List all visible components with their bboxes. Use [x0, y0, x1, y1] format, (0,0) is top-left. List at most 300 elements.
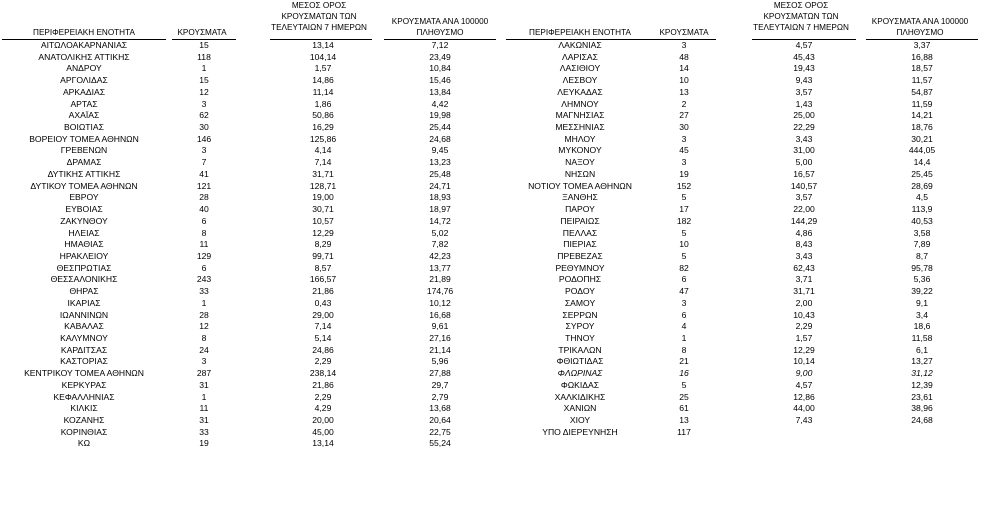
region-cell: ΡΟΔΟΠΗΣ [558, 274, 602, 285]
avg7-cell: 104,14 [309, 51, 337, 62]
table-row [0, 345, 500, 357]
per100k-cell: 16,68 [429, 309, 451, 320]
cases-cell: 5 [681, 192, 687, 203]
table-row [500, 63, 985, 75]
region-cell: ΝΑΞΟΥ [565, 157, 595, 168]
cases-cell: 21 [679, 356, 689, 367]
per100k-cell: 95,78 [911, 262, 933, 273]
rows-left [0, 40, 500, 450]
per100k-cell: 4,5 [916, 192, 928, 203]
per100k-cell: 18,6 [913, 321, 931, 332]
cases-cell: 30 [679, 122, 689, 133]
table-row [500, 368, 985, 380]
table-row [0, 286, 500, 298]
cases-cell: 8 [681, 344, 687, 355]
per100k-cell: 3,37 [913, 40, 931, 50]
avg7-cell: 21,86 [312, 286, 334, 297]
per100k-cell: 31,12 [911, 368, 933, 379]
avg7-cell: 45,43 [793, 51, 815, 62]
region-cell: ΑΡΚΑΔΙΑΣ [62, 86, 106, 97]
cases-cell: 31 [199, 379, 209, 390]
avg7-cell: 3,43 [795, 133, 813, 144]
avg7-cell: 238,14 [309, 368, 337, 379]
cases-cell: 13 [679, 415, 689, 425]
per100k-cell: 14,72 [429, 215, 451, 226]
per100k-cell: 55,24 [429, 438, 451, 449]
cases-cell: 31 [199, 415, 209, 425]
region-cell: ΝΟΤΙΟΥ ΤΟΜΕΑ ΑΘΗΝΩΝ [528, 180, 632, 191]
cases-cell: 17 [679, 204, 689, 215]
cases-cell: 11 [199, 403, 209, 414]
table-row [500, 192, 985, 204]
table-row [500, 87, 985, 99]
per100k-cell: 14,21 [911, 110, 933, 121]
table-row [500, 75, 985, 87]
region-cell: ΔΥΤΙΚΗΣ ΑΤΤΙΚΗΣ [47, 168, 121, 179]
cases-cell: 3 [681, 133, 687, 144]
table-row [0, 310, 500, 322]
cases-cell: 61 [679, 403, 689, 414]
per100k-cell: 5,02 [431, 227, 449, 238]
avg7-cell: 99,71 [312, 250, 334, 261]
region-cell: ΑΝΑΤΟΛΙΚΗΣ ΑΤΤΙΚΗΣ [38, 51, 130, 62]
table-row [0, 134, 500, 146]
region-cell: ΑΡΤΑΣ [70, 98, 98, 109]
avg7-cell: 31,00 [793, 145, 815, 156]
avg7-cell: 19,00 [312, 192, 334, 203]
region-cell: ΠΑΡΟΥ [565, 204, 595, 215]
per100k-cell: 18,93 [429, 192, 451, 203]
cases-cell: 27 [679, 110, 689, 121]
cases-cell: 11 [199, 239, 209, 250]
per100k-cell: 23,49 [429, 51, 451, 62]
per100k-cell: 13,77 [429, 262, 451, 273]
region-cell: ΘΗΡΑΣ [69, 286, 99, 297]
per100k-cell: 9,61 [431, 321, 449, 332]
cases-cell: 12 [199, 321, 209, 332]
avg7-cell: 140,57 [790, 180, 818, 191]
per100k-cell: 18,76 [911, 122, 933, 133]
avg7-cell: 5,14 [314, 332, 332, 343]
region-cell: ΦΘΙΩΤΙΔΑΣ [556, 356, 604, 367]
cases-cell: 15 [199, 75, 209, 86]
header-region: ΠΕΡΙΦΕΡΕΙΑΚΗ ΕΝΟΤΗΤΑ [529, 28, 631, 37]
per100k-cell: 12,39 [911, 379, 933, 390]
region-cell: ΒΟΙΩΤΙΑΣ [64, 122, 104, 133]
region-cell: ΛΕΥΚΑΔΑΣ [557, 86, 603, 97]
per100k-cell: 11,57 [911, 75, 933, 86]
per100k-cell: 27,88 [429, 368, 451, 379]
cases-cell: 19 [679, 168, 689, 179]
cases-cell: 5 [681, 379, 687, 390]
per100k-cell: 13,84 [429, 86, 451, 97]
table-row [0, 52, 500, 64]
per100k-cell: 40,53 [911, 215, 933, 226]
header-region: ΠΕΡΙΦΕΡΕΙΑΚΗ ΕΝΟΤΗΤΑ [33, 28, 135, 37]
header-avg7: ΜΕΣΟΣ ΟΡΟΣ ΚΡΟΥΣΜΑΤΩΝ ΤΩΝ ΤΕΛΕΥΤΑΙΩΝ 7 ΗΜΕΡΩΝ [753, 1, 849, 32]
avg7-cell: 3,43 [795, 250, 813, 261]
region-cell: ΚΕΡΚΥΡΑΣ [61, 379, 107, 390]
table-row [500, 392, 985, 404]
cases-cell: 16 [679, 368, 689, 379]
avg7-cell: 9,43 [795, 75, 813, 86]
per100k-cell: 25,48 [429, 168, 451, 179]
region-cell: ΤΡΙΚΑΛΩΝ [558, 344, 602, 355]
avg7-cell: 7,14 [314, 157, 332, 168]
avg7-cell: 14,86 [312, 75, 334, 86]
avg7-cell: 2,29 [314, 356, 332, 367]
avg7-cell: 29,00 [312, 309, 334, 320]
header-avg7: ΜΕΣΟΣ ΟΡΟΣ ΚΡΟΥΣΜΑΤΩΝ ΤΩΝ ΤΕΛΕΥΤΑΙΩΝ 7 ΗΜΕΡΩΝ [271, 1, 367, 32]
table-row [0, 110, 500, 122]
per100k-cell: 54,87 [911, 86, 933, 97]
cases-cell: 243 [196, 274, 212, 285]
per100k-cell: 13,68 [429, 403, 451, 414]
per100k-cell: 9,1 [916, 297, 928, 308]
region-cell: ΣΥΡΟΥ [565, 321, 595, 332]
avg7-cell: 45,00 [312, 426, 334, 437]
table-row [500, 415, 985, 427]
avg7-cell: 30,71 [312, 204, 334, 215]
region-cell: ΜΑΓΝΗΣΙΑΣ [555, 110, 605, 121]
avg7-cell: 166,57 [309, 274, 337, 285]
region-cell: ΑΙΤΩΛΟΑΚΑΡΝΑΝΙΑΣ [40, 40, 128, 50]
table-row [0, 87, 500, 99]
header-per100k: ΚΡΟΥΣΜΑΤΑ ΑΝΑ 100000 ΠΛΗΘΥΣΜΟ [391, 17, 489, 37]
avg7-cell: 31,71 [312, 168, 334, 179]
table-row [0, 63, 500, 75]
region-cell: ΒΟΡΕΙΟΥ ΤΟΜΕΑ ΑΘΗΝΩΝ [29, 133, 139, 144]
per100k-cell: 2,79 [431, 391, 449, 402]
avg7-cell: 21,86 [312, 379, 334, 390]
region-cell: ΠΕΛΛΑΣ [562, 227, 598, 238]
cases-cell: 129 [196, 250, 212, 261]
header-cases: ΚΡΟΥΣΜΑΤΑ [177, 28, 227, 37]
per100k-cell: 42,23 [429, 250, 451, 261]
cases-cell: 24 [199, 344, 209, 355]
avg7-cell: 3,57 [795, 86, 813, 97]
region-cell: ΜΥΚΟΝΟΥ [558, 145, 602, 156]
table-row [0, 40, 500, 52]
per100k-cell: 18,97 [429, 204, 451, 215]
region-cell: ΔΡΑΜΑΣ [66, 157, 102, 168]
avg7-cell: 1,86 [314, 98, 332, 109]
avg7-cell: 7,43 [795, 415, 813, 425]
per100k-cell: 21,89 [429, 274, 451, 285]
table-row [500, 310, 985, 322]
region-cell: ΖΑΚΥΝΘΟΥ [60, 215, 108, 226]
per100k-cell: 38,96 [911, 403, 933, 414]
table-row [0, 427, 500, 439]
region-cell: ΘΕΣΠΡΩΤΙΑΣ [56, 262, 112, 273]
region-cell: ΡΕΘΥΜΝΟΥ [555, 262, 605, 273]
per100k-cell: 4,42 [431, 98, 449, 109]
region-cell: ΚΟΡΙΝΘΙΑΣ [60, 426, 108, 437]
cases-cell: 3 [201, 98, 207, 109]
table-row [500, 333, 985, 345]
region-cell: ΚΑΛΥΜΝΟΥ [60, 332, 108, 343]
region-cell: ΚΙΛΚΙΣ [70, 403, 98, 414]
table-row [0, 392, 500, 404]
region-cell: ΓΡΕΒΕΝΩΝ [60, 145, 108, 156]
avg7-cell: 44,00 [793, 403, 815, 414]
region-cell: ΚΩ [77, 438, 91, 449]
per100k-cell: 24,68 [429, 133, 451, 144]
per100k-cell: 113,9 [911, 204, 933, 215]
cases-cell: 45 [679, 145, 689, 156]
per100k-cell: 8,7 [916, 250, 928, 261]
cases-cell: 3 [681, 40, 687, 50]
avg7-cell: 31,71 [793, 286, 815, 297]
cases-cell: 15 [199, 40, 209, 50]
cases-cell: 62 [199, 110, 209, 121]
cases-cell: 19 [199, 438, 209, 449]
region-cell: ΚΑΡΔΙΤΣΑΣ [60, 344, 108, 355]
per100k-cell: 7,12 [431, 40, 449, 50]
avg7-cell: 1,57 [314, 63, 332, 74]
table-row [0, 239, 500, 251]
table-row [500, 216, 985, 228]
region-cell: ΜΗΛΟΥ [564, 133, 596, 144]
per100k-cell: 13,27 [911, 356, 933, 367]
table-row [500, 110, 985, 122]
region-cell: ΚΑΣΤΟΡΙΑΣ [60, 356, 108, 367]
region-cell: ΝΗΣΩΝ [564, 168, 596, 179]
avg7-cell: 125,86 [309, 133, 337, 144]
cases-cell: 40 [199, 204, 209, 215]
table-row [500, 263, 985, 275]
table-row [500, 204, 985, 216]
cases-cell: 10 [679, 239, 689, 250]
cases-cell: 28 [199, 192, 209, 203]
avg7-cell: 2,29 [314, 391, 332, 402]
region-cell: ΠΡΕΒΕΖΑΣ [557, 250, 603, 261]
region-cell: ΙΚΑΡΙΑΣ [67, 297, 101, 308]
avg7-cell: 8,43 [795, 239, 813, 250]
cases-cell: 2 [681, 98, 687, 109]
cases-cell: 47 [679, 286, 689, 297]
avg7-cell: 4,14 [314, 145, 332, 156]
table-row [500, 99, 985, 111]
rows-right [500, 40, 985, 438]
avg7-cell: 19,43 [793, 63, 815, 74]
avg7-cell: 2,29 [795, 321, 813, 332]
cases-cell: 5 [681, 250, 687, 261]
per100k-cell: 21,14 [429, 344, 451, 355]
region-cell: ΛΗΜΝΟΥ [561, 98, 599, 109]
per100k-cell: 28,69 [911, 180, 933, 191]
table-row [500, 427, 985, 439]
table-row [0, 356, 500, 368]
avg7-cell: 10,14 [793, 356, 815, 367]
avg7-cell: 5,00 [795, 157, 813, 168]
per100k-cell: 13,23 [429, 157, 451, 168]
cases-cell: 5 [681, 227, 687, 238]
region-cell: ΣΑΜΟΥ [564, 297, 596, 308]
header-cases: ΚΡΟΥΣΜΑΤΑ [659, 28, 709, 37]
region-cell: ΗΡΑΚΛΕΙΟΥ [59, 250, 109, 261]
table-row [0, 145, 500, 157]
avg7-cell: 9,00 [795, 368, 813, 379]
cases-cell: 41 [199, 168, 209, 179]
per100k-cell: 15,46 [429, 75, 451, 86]
per100k-cell: 25,45 [911, 168, 933, 179]
avg7-cell: 16,57 [793, 168, 815, 179]
per100k-cell: 11,58 [911, 332, 933, 343]
cases-cell: 6 [681, 309, 687, 320]
per100k-cell: 14,4 [913, 157, 931, 168]
avg7-cell: 20,00 [312, 415, 334, 425]
header-per100k: ΚΡΟΥΣΜΑΤΑ ΑΝΑ 100000 ΠΛΗΘΥΣΜΟ [871, 17, 969, 37]
region-cell: ΔΥΤΙΚΟΥ ΤΟΜΕΑ ΑΘΗΝΩΝ [30, 180, 138, 191]
cases-cell: 25 [679, 391, 689, 402]
table-row [0, 333, 500, 345]
table-row [0, 321, 500, 333]
per100k-cell: 6,1 [916, 344, 928, 355]
table-row [0, 403, 500, 415]
per100k-cell: 18,57 [911, 63, 933, 74]
avg7-cell: 3,71 [795, 274, 813, 285]
per100k-cell: 16,88 [911, 51, 933, 62]
per100k-cell: 11,59 [911, 98, 933, 109]
region-cell: ΚΑΒΑΛΑΣ [64, 321, 104, 332]
cases-cell: 30 [199, 122, 209, 133]
avg7-cell: 16,29 [312, 122, 334, 133]
per100k-cell: 25,44 [429, 122, 451, 133]
table-row [500, 228, 985, 240]
per100k-cell: 39,22 [911, 286, 933, 297]
table-row [500, 321, 985, 333]
region-cell: ΗΛΕΙΑΣ [68, 227, 100, 238]
table-row [500, 145, 985, 157]
cases-cell: 48 [679, 51, 689, 62]
per100k-cell: 27,16 [429, 332, 451, 343]
cases-cell: 4 [681, 321, 687, 332]
avg7-cell: 11,14 [312, 86, 334, 97]
region-cell: ΘΕΣΣΑΛΟΝΙΚΗΣ [50, 274, 118, 285]
per100k-cell: 24,71 [429, 180, 451, 191]
cases-cell: 14 [679, 63, 689, 74]
cases-cell: 3 [201, 145, 207, 156]
per100k-cell: 19,98 [429, 110, 451, 121]
cases-cell: 12 [199, 86, 209, 97]
cases-cell: 6 [681, 274, 687, 285]
region-cell: ΤΗΝΟΥ [565, 332, 595, 343]
cases-cell: 13 [679, 86, 689, 97]
region-cell: ΦΩΚΙΔΑΣ [560, 379, 600, 390]
per100k-cell: 9,45 [431, 145, 449, 156]
cases-cell: 6 [201, 215, 207, 226]
avg7-cell: 22,00 [793, 204, 815, 215]
region-cell: ΧΑΝΙΩΝ [563, 403, 597, 414]
table-row [0, 368, 500, 380]
table-row [0, 204, 500, 216]
table-row [0, 380, 500, 392]
cases-cell: 118 [197, 51, 211, 62]
cases-cell: 6 [201, 262, 207, 273]
avg7-cell: 128,71 [309, 180, 337, 191]
cases-cell: 82 [679, 262, 689, 273]
avg7-cell: 12,86 [793, 391, 815, 402]
table-row [0, 415, 500, 427]
cases-cell: 117 [677, 426, 691, 437]
region-cell: ΕΒΡΟΥ [69, 192, 99, 203]
table-row [0, 157, 500, 169]
region-cell: ΦΛΩΡΙΝΑΣ [557, 368, 603, 379]
region-cell: ΠΕΙΡΑΙΩΣ [560, 215, 600, 226]
cases-cell: 1 [681, 332, 687, 343]
avg7-cell: 62,43 [793, 262, 815, 273]
cases-cell: 10 [679, 75, 689, 86]
avg7-cell: 25,00 [793, 110, 815, 121]
table-row [0, 99, 500, 111]
avg7-cell: 12,29 [793, 344, 815, 355]
cases-cell: 146 [196, 133, 212, 144]
avg7-cell: 7,14 [314, 321, 332, 332]
cases-cell: 152 [676, 180, 692, 191]
cases-cell: 28 [199, 309, 209, 320]
table-row [500, 286, 985, 298]
region-cell: ΑΧΑΪΑΣ [68, 110, 100, 121]
region-cell: ΛΕΣΒΟΥ [562, 75, 598, 86]
avg7-cell: 4,86 [795, 227, 813, 238]
per100k-cell: 10,84 [429, 63, 451, 74]
per100k-cell: 29,7 [431, 379, 449, 390]
region-cell: ΑΡΓΟΛΙΔΑΣ [60, 75, 108, 86]
region-cell: ΛΑΣΙΘΙΟΥ [559, 63, 601, 74]
table-row [0, 122, 500, 134]
avg7-cell: 13,14 [312, 438, 334, 449]
cases-cell: 3 [201, 356, 207, 367]
region-cell: ΙΩΑΝΝΙΝΩΝ [59, 309, 109, 320]
region-cell: ΗΜΑΘΙΑΣ [64, 239, 104, 250]
region-cell: ΑΝΔΡΟΥ [66, 63, 102, 74]
table-row [500, 274, 985, 286]
table-row [0, 274, 500, 286]
avg7-cell: 8,29 [314, 239, 332, 250]
cases-cell: 1 [201, 63, 207, 74]
region-cell: ΕΥΒΟΙΑΣ [65, 204, 103, 215]
per100k-cell: 30,21 [911, 133, 933, 144]
table-row [500, 52, 985, 64]
table-row [0, 298, 500, 310]
avg7-cell: 8,57 [314, 262, 332, 273]
per100k-cell: 174,76 [426, 286, 454, 297]
table-row [500, 239, 985, 251]
avg7-cell: 10,43 [793, 309, 815, 320]
per100k-cell: 444,05 [908, 145, 936, 156]
table-row [500, 251, 985, 263]
per100k-cell: 5,96 [431, 356, 449, 367]
avg7-cell: 50,86 [312, 110, 334, 121]
cases-cell: 3 [681, 297, 687, 308]
region-cell: ΠΙΕΡΙΑΣ [563, 239, 597, 250]
table-row [0, 251, 500, 263]
table-row [0, 192, 500, 204]
cases-cell: 33 [199, 426, 209, 437]
table-row [500, 169, 985, 181]
per100k-cell: 20,64 [429, 415, 451, 425]
cases-cell: 3 [681, 157, 687, 168]
per100k-cell: 3,58 [913, 227, 931, 238]
per100k-cell: 23,61 [911, 391, 933, 402]
region-cell: ΥΠΟ ΔΙΕΡΕΥΝΗΣΗ [542, 426, 618, 437]
table-row [0, 75, 500, 87]
table-row [0, 438, 500, 450]
per100k-cell: 10,12 [429, 297, 451, 308]
avg7-cell: 12,29 [312, 227, 334, 238]
table-row [500, 345, 985, 357]
